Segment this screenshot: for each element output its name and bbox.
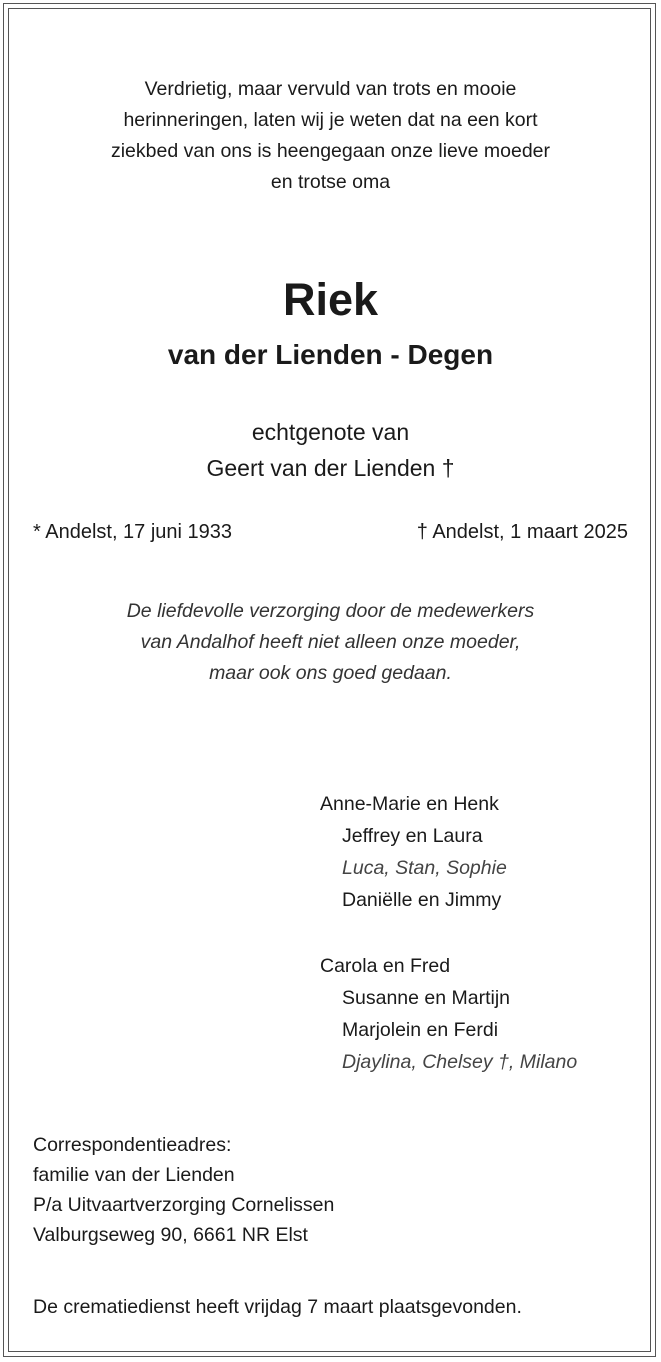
intro-text	[40, 74, 621, 198]
gratitude-line: maar ook ons goed gedaan.	[209, 662, 452, 684]
gratitude-line: van Andalhof heeft niet alleen onze moeder,	[140, 631, 521, 653]
intro-line: ziekbed van ons is heengegaan onze lieve moeder	[110, 140, 551, 162]
service-notice: De crematiedienst heeft vrijdag 7 maart plaatsgevonden.	[33, 1296, 522, 1318]
spouse-label: echtgenote van	[251, 419, 410, 445]
family-child: Marjolein en Ferdi	[342, 1019, 499, 1041]
correspondence-name: familie van der Lienden	[33, 1164, 235, 1186]
correspondence-label: Correspondentieadres:	[33, 1134, 232, 1156]
family-grandchildren: Luca, Stan, Sophie	[342, 857, 507, 879]
family-parents: Carola en Fred	[320, 955, 451, 977]
intro-line: en trotse oma	[270, 171, 391, 193]
family-parents: Anne-Marie en Henk	[320, 793, 499, 815]
correspondence-street: Valburgseweg 90, 6661 NR Elst	[33, 1224, 308, 1246]
gratitude-text	[40, 596, 621, 689]
deceased-first-name: Riek	[282, 274, 379, 325]
death-date: † Andelst, 1 maart 2025	[416, 521, 628, 543]
spacer	[320, 916, 577, 950]
correspondence-care-of: P/a Uitvaartverzorging Cornelissen	[33, 1194, 335, 1216]
deceased-full-name: van der Lienden - Degen	[167, 339, 494, 370]
gratitude-line: De liefdevolle verzorging door de medewerkers	[126, 600, 535, 622]
family-child: Jeffrey en Laura	[342, 825, 483, 847]
birth-date: * Andelst, 17 juni 1933	[33, 521, 233, 543]
correspondence-address	[33, 1130, 334, 1250]
family-list	[320, 788, 577, 1078]
spouse-name: Geert van der Lienden †	[206, 455, 455, 481]
intro-line: herinneringen, laten wij je weten dat na een kort	[123, 109, 538, 131]
family-grandchildren: Djaylina, Chelsey †, Milano	[342, 1051, 578, 1073]
family-child: Daniëlle en Jimmy	[342, 889, 502, 911]
intro-line: Verdrietig, maar vervuld van trots en mooie	[144, 78, 517, 100]
family-child: Susanne en Martijn	[342, 987, 511, 1009]
spouse-block	[0, 414, 661, 486]
